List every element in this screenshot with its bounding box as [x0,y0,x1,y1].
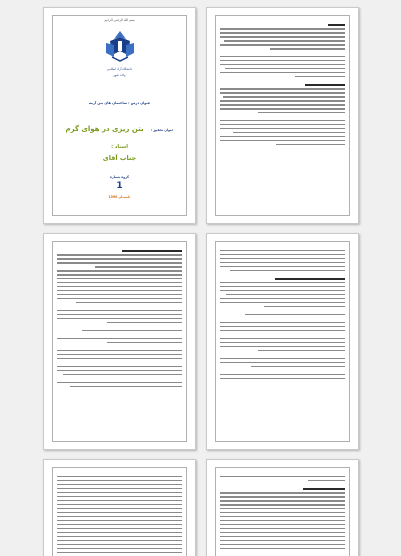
page-cover [43,7,196,224]
section-heading [305,84,345,86]
text-block [220,24,345,148]
branch-name: واحد شهر [113,73,126,77]
topic-label: عنوان تحقیق : [150,128,174,132]
text-block [57,476,182,556]
professor-name: جناب آقای [102,154,137,162]
page-2 [206,7,359,224]
page-6 [206,459,359,556]
section-heading [122,250,182,252]
section-heading [275,278,345,280]
text-block [220,476,345,552]
section-heading [303,488,346,490]
page-4 [206,233,359,450]
text-block [57,250,182,390]
university-name: دانشگاه آزاد اسلامی [106,67,133,71]
professor-label: استاد : [111,144,128,150]
topic-title: بتن ریزی در هوای گرم [65,125,144,133]
page-3 [43,233,196,450]
text-block [220,250,345,382]
page-5 [43,459,196,556]
course-title: عنوان درس : ساختمان های بتن آرمه [88,101,151,105]
semester: تابستان 1390 [108,195,131,199]
university-emblem-icon [100,29,140,63]
group-label: گروه شماره [110,175,129,179]
topic-row [44,116,195,135]
bismillah: بسم الله الرحمن الرحیم [104,18,135,22]
cover-content [44,8,195,223]
group-number: 1 [116,181,123,191]
section-heading [328,24,346,26]
